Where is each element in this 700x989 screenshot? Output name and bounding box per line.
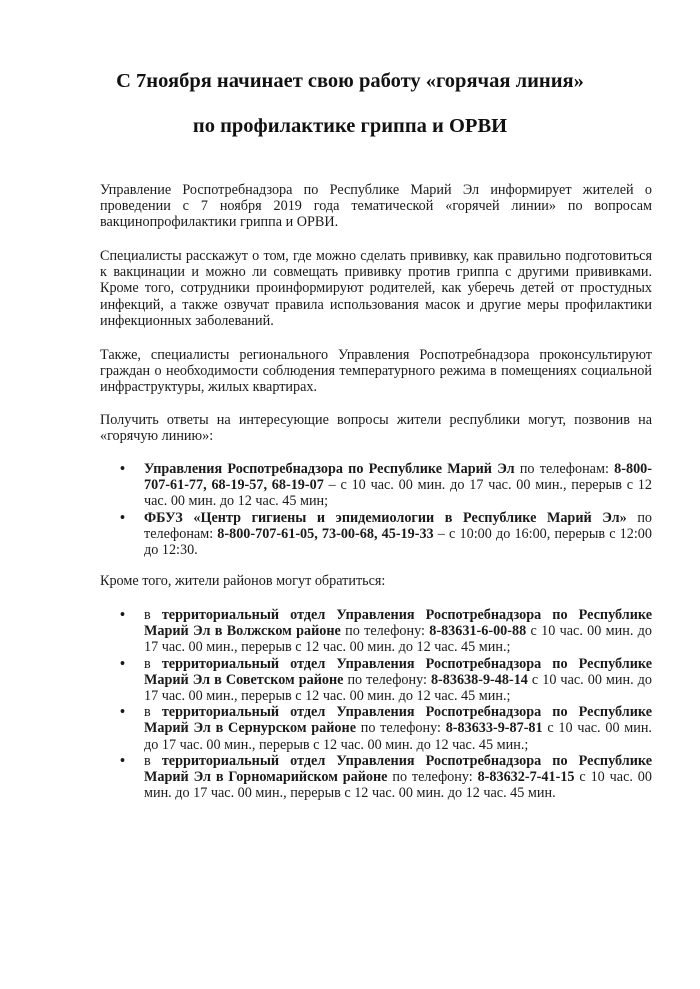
district-phone: 8-83638-9-48-14 (430, 671, 528, 688)
district-label: по телефону: (387, 769, 478, 786)
district-org: территориальный отдел Управления Роспотребнадзора по Республике Марий Эл в Советском районе (144, 655, 652, 688)
district-label: по телефону: (343, 671, 431, 688)
bullet-icon: • (120, 461, 125, 477)
hotline-phones: 8-800-707-61-05, 73-00-68, 45-19-33 (217, 525, 434, 542)
district-prefix: в (144, 655, 162, 672)
hotline-hours: – с 10 час. 00 мин. до 17 час. 00 мин., перерыв с 12 час. 00 мин. до 12 час. 45 мин; (144, 477, 652, 510)
hotline-org: Управления Роспотребнадзора по Республике Марий Эл (144, 461, 515, 477)
paragraph-hotline-intro: Получить ответы на интересующие вопросы жители республики могут, позвонив на «горячую линию»: (100, 412, 652, 445)
district-hours: с 10 час. 00 мин. до 17 час. 00 мин., перерыв с 12 час. 00 мин. до 12 час. 45 мин.; (144, 623, 652, 656)
district-item (120, 704, 652, 753)
bullet-icon: • (120, 704, 125, 721)
document-title-line-2: по профилактике гриппа и ОРВИ (192, 115, 508, 137)
hotline-hours: – с 10:00 до 16:00, перерыв с 12:00 до 12:30. (144, 525, 652, 559)
district-item (120, 655, 652, 705)
district-org: территориальный отдел Управления Роспотребнадзора по Республике Марий Эл в Волжском районе (144, 607, 652, 640)
bullet-icon: • (120, 752, 125, 769)
district-org: территориальный отдел Управления Роспотребнадзора по Республике Марий Эл в Горномарийском районе (144, 752, 652, 786)
hotline-item (120, 461, 652, 510)
bullet-icon: • (120, 509, 125, 526)
hotline-label: по телефонам: (144, 509, 652, 542)
district-item (120, 752, 652, 802)
district-org: территориальный отдел Управления Роспотребнадзора по Республике Марий Эл в Сернурском районе (144, 704, 652, 737)
district-phone: 8-83631-6-00-88 (429, 623, 527, 640)
hotline-list (120, 461, 652, 559)
district-hours: с 10 час. 00 мин. до 17 час. 00 мин., перерыв с 12 час. 00 мин. до 12 час. 45 мин.; (144, 720, 652, 753)
document-title-line-1: С 7ноября начинает свою работу «горячая линия» (116, 70, 584, 92)
district-item (120, 607, 652, 656)
district-list (120, 607, 652, 802)
hotline-item (120, 509, 652, 559)
hotline-org: ФБУЗ «Центр гигиены и эпидемиологии в Республике Марий Эл» (144, 509, 627, 526)
district-prefix: в (144, 752, 162, 769)
district-prefix: в (144, 704, 162, 721)
paragraph-consultation: Также, специалисты регионального Управления Роспотребнадзора проконсультируют граждан о необходимости соблюдения температурного режима в помещениях социальной инфраструктуры, жилых квартирах. (100, 347, 652, 396)
district-phone: 8-83632-7-41-15 (477, 769, 575, 786)
district-hours: с 10 час. 00 мин. до 17 час. 00 мин., перерыв с 12 час. 00 мин. до 12 час. 45 мин. (144, 769, 652, 802)
paragraph-specialists: Специалисты расскажут о том, где можно сделать прививку, как правильно подготовиться к вакцинации и можно ли совмещать прививку против гриппа с другими прививками. Кроме того, сотрудники проинформируют родителей, как уберечь детей от простудных инфекций, а также озвучат правила использования масок и другие меры профилактики инфекционных заболеваний. (100, 248, 652, 329)
bullet-icon: • (120, 655, 125, 672)
district-phone: 8-83633-9-87-81 (445, 720, 543, 737)
paragraph-districts-intro: Кроме того, жители районов могут обратиться: (100, 573, 386, 589)
district-hours: с 10 час. 00 мин. до 17 час. 00 мин., перерыв с 12 час. 00 мин. до 12 час. 45 мин.; (144, 671, 652, 705)
district-label: по телефону: (340, 623, 430, 640)
paragraph-intro: Управление Роспотребнадзора по Республике Марий Эл информирует жителей о проведении с 7 ноября 2019 года тематической «горячей линии» по вопросам вакцинопрофилактики гриппа и ОРВИ. (100, 182, 652, 231)
hotline-phones: 8-800-707-61-77, 68-19-57, 68-19-07 (144, 461, 652, 494)
hotline-label: по телефонам: (514, 461, 615, 477)
district-prefix: в (144, 607, 162, 623)
district-label: по телефону: (356, 720, 446, 737)
bullet-icon: • (120, 607, 125, 623)
